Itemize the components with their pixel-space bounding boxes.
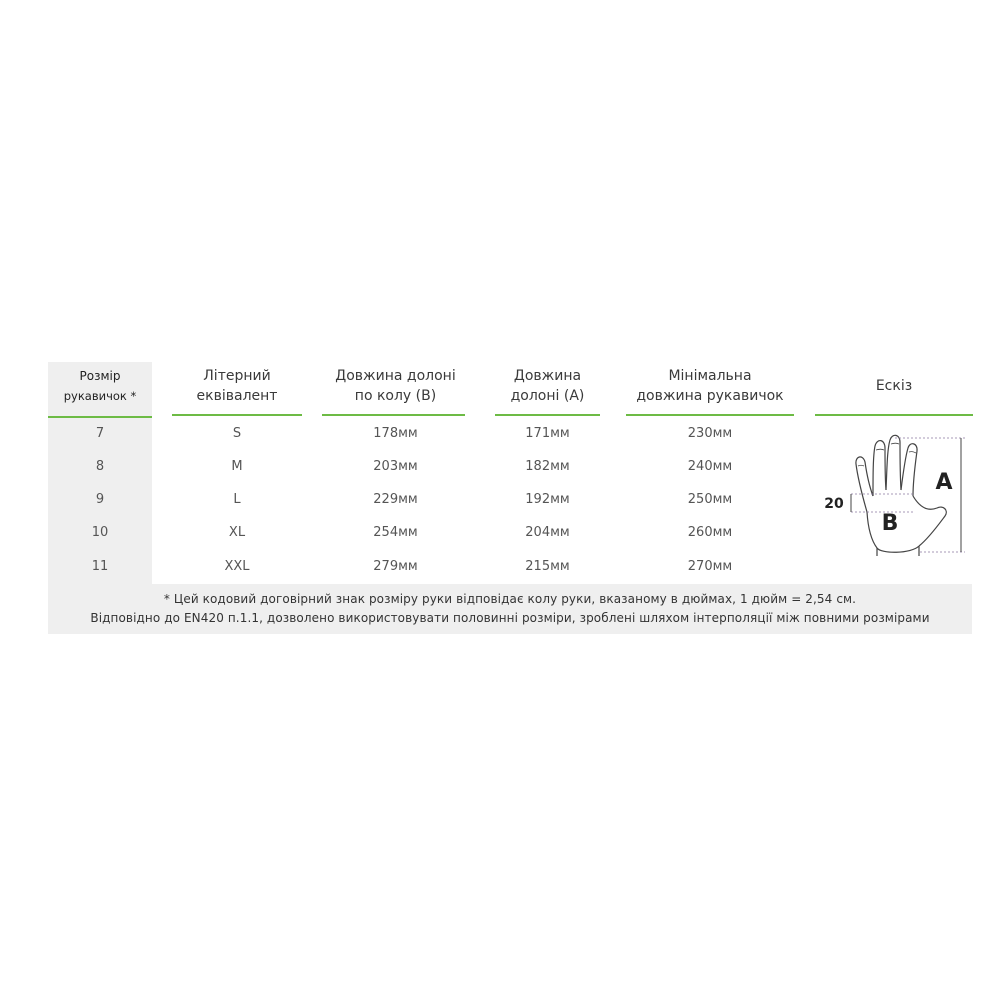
cell-min-length: 230мм — [687, 426, 733, 441]
cell-min-length: 240мм — [687, 459, 733, 474]
footnote-inch: * Цей кодовий договірний знак розміру руки відповідає колу руки, вказаному в дюймах, 1 дюйм = 2,54 см. — [163, 592, 857, 606]
cell-letter: XL — [228, 525, 246, 540]
cell-letter: S — [232, 426, 242, 441]
cell-circumference: 203мм — [373, 459, 418, 474]
cell-size: 11 — [91, 559, 109, 574]
header-letter-line1: Літерний — [203, 368, 271, 384]
cell-min-length: 260мм — [687, 525, 733, 540]
cell-palm-length: 204мм — [525, 525, 570, 540]
cell-circumference: 178мм — [373, 426, 418, 441]
footnote-band — [48, 584, 972, 634]
header-letter — [172, 366, 302, 406]
cell-min-length: 270мм — [687, 559, 733, 574]
cell-size: 8 — [95, 459, 105, 474]
cell-size: 9 — [95, 492, 105, 507]
header-letter-line2: еквівалент — [196, 388, 278, 404]
header-min-length-rule — [626, 414, 794, 416]
header-sketch-rule — [815, 414, 973, 416]
header-size-line1: Розмір — [79, 369, 121, 383]
header-size — [48, 362, 152, 418]
cell-letter: L — [233, 492, 241, 507]
sketch-label-b: B — [881, 511, 899, 536]
cell-palm-length: 215мм — [525, 559, 570, 574]
cell-circumference: 229мм — [373, 492, 418, 507]
cell-size: 10 — [91, 525, 109, 540]
header-palm-length-line2: долоні (A) — [510, 388, 585, 404]
header-palm-length-rule — [495, 414, 600, 416]
cell-palm-length: 171мм — [525, 426, 570, 441]
header-circumference-line1: Довжина долоні — [335, 368, 456, 384]
header-palm-length-line1: Довжина — [513, 368, 582, 384]
header-sketch: Ескіз — [875, 378, 913, 394]
sketch-label-20: 20 — [824, 496, 844, 512]
cell-palm-length: 182мм — [525, 459, 570, 474]
cell-letter: M — [231, 459, 243, 474]
header-circumference-rule — [322, 414, 465, 416]
header-circumference — [318, 366, 473, 406]
header-palm-length — [485, 366, 610, 406]
header-min-length-line2: довжина рукавичок — [636, 388, 784, 404]
header-letter-rule — [172, 414, 302, 416]
cell-circumference: 254мм — [373, 525, 418, 540]
cell-min-length: 250мм — [687, 492, 733, 507]
cell-circumference: 279мм — [373, 559, 418, 574]
header-min-length-line1: Мінімальна — [668, 368, 752, 384]
cell-letter: XXL — [224, 559, 250, 574]
header-size-line2: рукавичок * — [63, 389, 137, 403]
cell-palm-length: 192мм — [525, 492, 570, 507]
header-min-length — [620, 366, 800, 406]
footnote-en420: Відповідно до EN420 п.1.1, дозволено використовувати половинні розміри, зроблені шляхом інтерполяції між повними розмірами — [90, 611, 930, 625]
cell-size: 7 — [95, 426, 105, 441]
sketch-label-a: A — [935, 470, 953, 495]
header-circumference-line2: по колу (B) — [354, 388, 437, 404]
